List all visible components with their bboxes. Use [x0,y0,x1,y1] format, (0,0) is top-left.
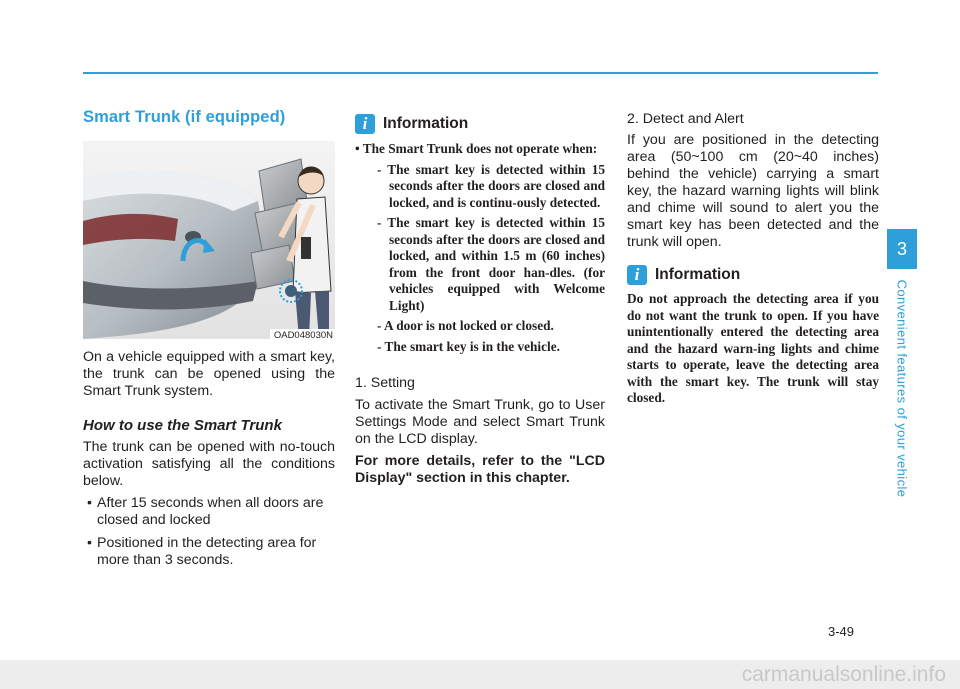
footer-watermark: carmanualsonline.info [0,660,960,689]
info-box-2: Do not approach the detecting area if you do not want the trunk to open. If you have unintentionally entered the detecting area and the hazard warn-ing lights and chime starts to operate, leave the detecting area with the smart key. The trunk will stay closed. [627,291,879,405]
info-list [355,141,605,355]
info-heading-2 [627,265,879,285]
info-icon: i [627,265,647,285]
figure-caption: OAD048030N [270,329,335,341]
info-title: Information [655,266,741,283]
info-title: Information [383,115,469,132]
column-left [83,108,335,575]
page-number: 3-49 [828,624,855,639]
smart-trunk-illustration [83,141,335,339]
list-item: - The smart key is in the vehicle. [377,338,560,354]
howto-paragraph: The trunk can be opened with no-touch activation satisfying all the conditions below. [83,439,335,489]
list-item: • After 15 seconds when all doors are closed and locked [83,495,335,529]
list-item: - A door is not locked or closed. [377,318,554,333]
info-heading-1 [355,114,605,134]
list-item: - The smart key is detected within 15 seconds after the doors are closed and locked, and is continu-ously detected. [377,161,605,210]
setting-paragraph: To activate the Smart Trunk, go to User Settings Mode and select Smart Trunk on the LCD display. [355,397,605,447]
column-middle [355,108,605,487]
column-right [627,108,879,407]
info-box-1 [355,141,605,355]
info-icon: i [355,114,375,134]
detect-paragraph: If you are positioned in the detecting area (50~100 cm (20~40 inches) behind the vehicle) carrying a smart key, the hazard warning lights will blink and chime will sound to alert you the smart key has been detected and the trunk will open. [627,132,879,250]
car-and-person-illustration [83,141,335,339]
list-item: • Positioned in the detecting area for more than 3 seconds. [83,535,335,569]
header-rule [83,72,878,74]
chapter-number-tab: 3 [887,229,917,269]
howto-heading: How to use the Smart Trunk [83,417,282,434]
list-item: - The smart key is detected within 15 seconds after the doors are closed and locked, and within 1.5 m (60 inches) from the front door han-dles. (for vehicles equipped with Welcome Light) [377,215,605,313]
setting-heading: 1. Setting [355,375,415,391]
list-item: • The Smart Trunk does not operate when: [355,141,605,158]
detect-heading: 2. Detect and Alert [627,111,744,127]
section-title: Smart Trunk (if equipped) [83,108,286,126]
intro-paragraph: On a vehicle equipped with a smart key, the trunk can be opened using the Smart Trunk system. [83,349,335,399]
chapter-title: Convenient features of your vehicle [894,279,910,497]
chapter-title-vertical [887,276,917,500]
setting-reference: For more details, refer to the "LCD Display" section in this chapter. [355,453,605,486]
howto-conditions-list [83,495,335,569]
